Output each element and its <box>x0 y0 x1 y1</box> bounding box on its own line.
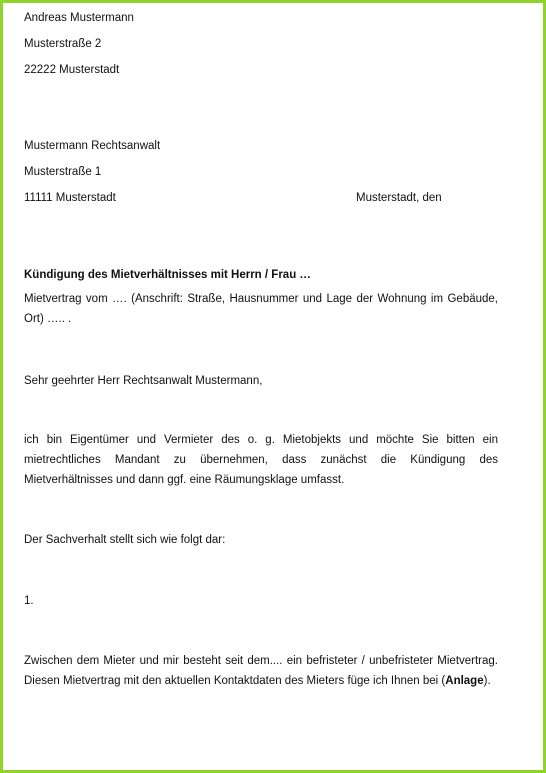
sender-street: Musterstraße 2 <box>24 38 102 50</box>
subject-line: Kündigung des Mietverhältnisses mit Herrn / Frau … <box>24 269 311 281</box>
contract-paragraph <box>24 289 498 329</box>
contract-line-1: Mietvertrag vom …. (Anschrift: Straße, Hausnummer und Lage der Wohnung im Gebäude, <box>24 293 498 305</box>
intro-line-1: ich bin Eigentümer und Vermieter des o. g. Mietobjekts und möchte Sie bitten ein <box>24 434 498 446</box>
salutation: Sehr geehrter Herr Rechtsanwalt Mustermann, <box>24 375 263 387</box>
sender-city: 22222 Musterstadt <box>24 64 120 76</box>
point-number: 1. <box>24 595 34 607</box>
date-place: Musterstadt, den <box>356 192 442 204</box>
attachment-label: Anlage <box>445 675 484 687</box>
recipient-name: Mustermann Rechtsanwalt <box>24 140 161 152</box>
intro-paragraph <box>24 430 498 490</box>
sender-name: Andreas Mustermann <box>24 12 134 24</box>
facts-heading: Der Sachverhalt stellt sich wie folgt dar: <box>24 534 226 546</box>
recipient-street: Musterstraße 1 <box>24 166 102 178</box>
point-line-2-suffix: ). <box>483 675 491 687</box>
recipient-city: 11111 Musterstadt <box>24 192 116 204</box>
point-line-2 <box>24 671 498 691</box>
point-paragraph <box>24 651 498 691</box>
intro-line-2: mietrechtliches Mandant zu übernehmen, dass zunächst die Kündigung des <box>24 454 498 466</box>
point-line-2-prefix: Diesen Mietvertrag mit den aktuellen Kontaktdaten des Mieters füge ich Ihnen bei ( <box>24 675 446 687</box>
contract-line-2: Ort) ….. . <box>24 313 72 325</box>
point-line-1: Zwischen dem Mieter und mir besteht seit dem.... ein befristeter / unbefristeter Mietvertrag. <box>24 655 498 667</box>
intro-line-3: Mietverhältnisses und dann ggf. eine Räumungsklage umfasst. <box>24 474 345 486</box>
